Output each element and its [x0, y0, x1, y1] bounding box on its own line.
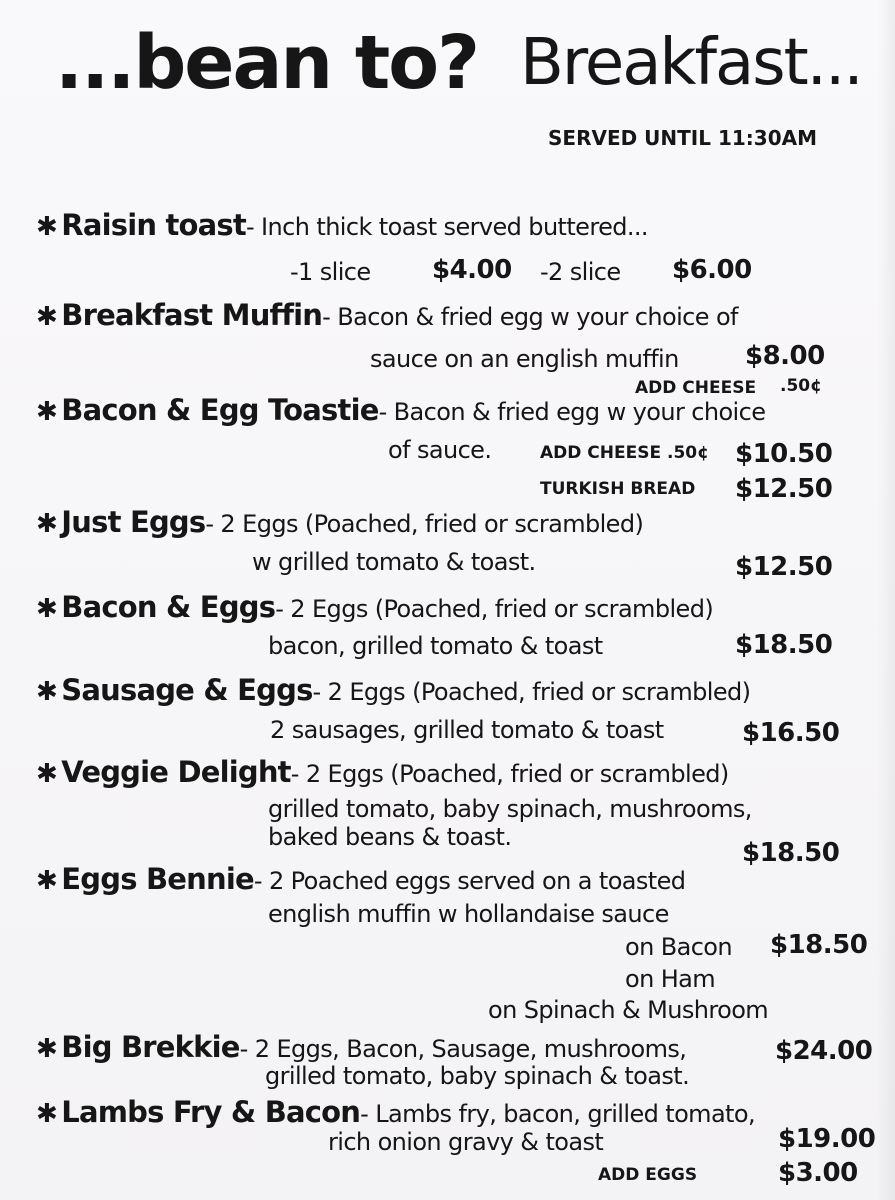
item-description: - Lambs fry, bacon, grilled tomato, — [360, 1100, 755, 1128]
item-description: - 2 Eggs (Poached, fried or scrambled) — [290, 760, 729, 788]
raisin-price-2: $6.00 — [672, 255, 752, 285]
veggie-description-3: baked beans & toast. — [268, 823, 512, 851]
muffin-addon: ADD CHEESE — [635, 378, 757, 398]
item-name: Bacon & Egg Toastie — [61, 393, 379, 427]
bullet-star: ✱ — [36, 594, 58, 624]
menu-item-bacon-egg-toastie — [36, 393, 765, 427]
menu-item-raisin-toast — [36, 208, 648, 242]
item-name: Veggie Delight — [61, 755, 291, 789]
item-description: - Bacon & fried egg w your choice — [378, 398, 766, 426]
raisin-option-2: -2 slice — [540, 258, 621, 286]
brekkie-price: $24.00 — [775, 1036, 873, 1066]
item-name: Eggs Bennie — [61, 862, 254, 896]
raisin-price-1: $4.00 — [432, 255, 512, 285]
veggie-price: $18.50 — [742, 838, 840, 868]
bullet-star: ✱ — [36, 302, 58, 332]
item-description: - Inch thick toast served buttered... — [245, 213, 648, 241]
menu-title: Breakfast... — [520, 26, 862, 100]
lambs-addon: ADD EGGS — [598, 1165, 698, 1185]
served-until-note: SERVED UNTIL 11:30AM — [548, 126, 817, 150]
menu-item-just-eggs — [36, 505, 643, 539]
menu-item-breakfast-muffin — [36, 298, 738, 332]
bennie-option-spinach: on Spinach & Mushroom — [488, 996, 769, 1024]
menu-item-big-brekkie — [36, 1030, 686, 1064]
lambs-addon-price: $3.00 — [778, 1158, 858, 1188]
muffin-description-2: sauce on an english muffin — [370, 345, 679, 373]
menu-item-eggs-bennie — [36, 862, 685, 896]
toastie-alt-bread: TURKISH BREAD — [540, 479, 696, 499]
bullet-star: ✱ — [36, 1099, 58, 1129]
sausage-eggs-price: $16.50 — [742, 718, 840, 748]
bullet-star: ✱ — [36, 759, 58, 789]
item-description: - 2 Eggs, Bacon, Sausage, mushrooms, — [239, 1035, 687, 1063]
cafe-name: ...bean to? — [55, 20, 479, 106]
item-name: Bacon & Eggs — [61, 590, 276, 624]
just-eggs-description-2: w grilled tomato & toast. — [252, 548, 536, 576]
paper-edge-shadow — [877, 0, 895, 1200]
muffin-addon-price: .50¢ — [780, 376, 822, 396]
bennie-option-bacon: on Bacon — [625, 933, 732, 961]
bennie-description-2: english muffin w hollandaise sauce — [268, 900, 669, 928]
item-description: - 2 Eggs (Poached, fried or scrambled) — [275, 595, 714, 623]
raisin-option-1: -1 slice — [290, 258, 371, 286]
toastie-price: $10.50 — [735, 439, 833, 469]
bacon-eggs-description-2: bacon, grilled tomato & toast — [268, 632, 603, 660]
lambs-price: $19.00 — [778, 1124, 876, 1154]
bullet-star: ✱ — [36, 677, 58, 707]
item-name: Just Eggs — [61, 505, 206, 539]
bullet-star: ✱ — [36, 397, 58, 427]
lambs-description-2: rich onion gravy & toast — [328, 1128, 604, 1156]
veggie-description-2: grilled tomato, baby spinach, mushrooms, — [268, 795, 752, 823]
bullet-star: ✱ — [36, 509, 58, 539]
just-eggs-price: $12.50 — [735, 552, 833, 582]
menu-item-bacon-eggs — [36, 590, 713, 624]
bullet-star: ✱ — [36, 1034, 58, 1064]
menu-item-lambs-fry — [36, 1095, 755, 1129]
bullet-star: ✱ — [36, 866, 58, 896]
bullet-star: ✱ — [36, 212, 58, 242]
item-name: Big Brekkie — [61, 1030, 240, 1064]
bacon-eggs-price: $18.50 — [735, 630, 833, 660]
toastie-alt-price: $12.50 — [735, 474, 833, 504]
item-description: - 2 Eggs (Poached, fried or scrambled) — [205, 510, 644, 538]
toastie-addon: ADD CHEESE .50¢ — [540, 443, 709, 463]
muffin-price: $8.00 — [745, 341, 825, 371]
menu-item-veggie-delight — [36, 755, 729, 789]
brekkie-description-2: grilled tomato, baby spinach & toast. — [265, 1062, 690, 1090]
item-description: - 2 Poached eggs served on a toasted — [253, 867, 686, 895]
sausage-eggs-description-2: 2 sausages, grilled tomato & toast — [270, 716, 664, 744]
item-name: Breakfast Muffin — [61, 298, 323, 332]
item-name: Lambs Fry & Bacon — [61, 1095, 361, 1129]
bennie-option-ham: on Ham — [625, 965, 716, 993]
bennie-price: $18.50 — [770, 930, 868, 960]
item-name: Raisin toast — [61, 208, 246, 242]
toastie-description-2: of sauce. — [388, 436, 492, 464]
item-description: - 2 Eggs (Poached, fried or scrambled) — [312, 678, 751, 706]
menu-item-sausage-eggs — [36, 673, 750, 707]
item-description: - Bacon & fried egg w your choice of — [322, 303, 738, 331]
item-name: Sausage & Eggs — [61, 673, 313, 707]
